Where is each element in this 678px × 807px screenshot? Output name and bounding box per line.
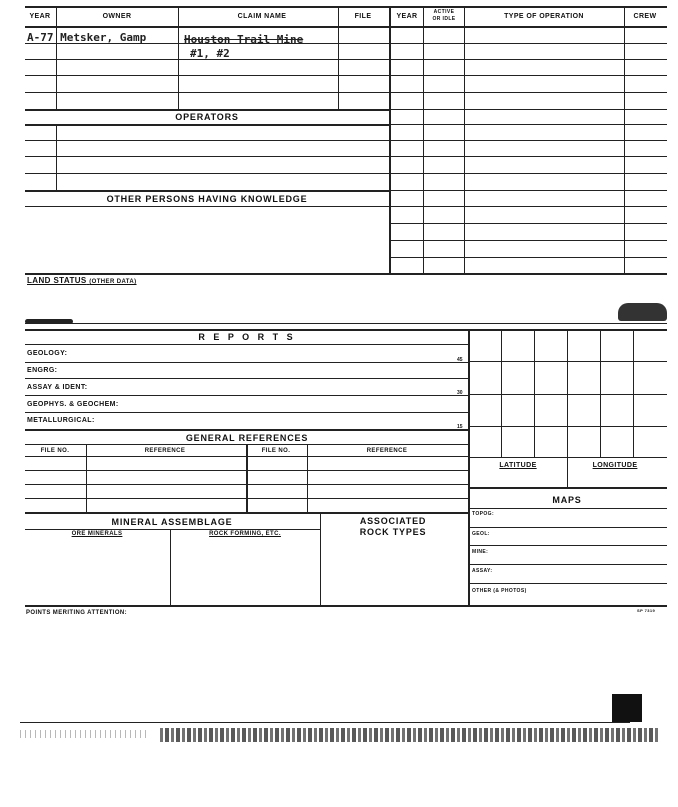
claim-col-divider	[338, 6, 339, 109]
ore-minerals-header: ORE MINERALS	[71, 531, 123, 537]
right-row-line	[389, 43, 667, 44]
points-meriting-attention-label: POINTS MERITING ATTENTION:	[26, 610, 128, 616]
mineral-title-border	[25, 529, 320, 530]
form-number: SP 7319	[637, 608, 656, 613]
claim-name-header: CLAIM NAME	[237, 13, 287, 20]
refs-col-divider	[86, 444, 87, 512]
reports-row-line	[25, 395, 468, 396]
owner-row-line	[25, 92, 389, 93]
refs-col-divider	[246, 444, 248, 512]
right-row-line	[389, 124, 667, 125]
scan-edge-line	[20, 722, 630, 723]
geology-label: GEOLOGY:	[27, 350, 68, 357]
year-header-2: YEAR	[396, 13, 418, 20]
longitude-label: LONGITUDE	[592, 462, 638, 469]
associated-rock-types-title-2: ROCK TYPES	[359, 527, 427, 537]
active-header-line2: OR IDLE	[432, 16, 456, 22]
other-photos-label: OTHER (& PHOTOS)	[472, 588, 527, 594]
upper-block-bottom-border	[25, 273, 667, 275]
grid-col-line	[501, 329, 502, 457]
refs-file-no-header-2: FILE NO.	[261, 448, 291, 454]
right-row-line	[389, 173, 667, 174]
maps-row-line	[468, 545, 667, 546]
land-status-line	[25, 323, 667, 324]
year-col-divider	[56, 6, 57, 109]
refs-row-line	[25, 498, 468, 499]
other-persons-top-border	[25, 190, 389, 192]
other-persons-title-border	[25, 206, 389, 207]
reports-top-border	[25, 329, 667, 331]
land-status-title: LAND STATUS (OTHER DATA)	[27, 276, 137, 285]
refs-row-line	[25, 470, 468, 471]
scan-smudge	[25, 319, 73, 324]
owner-header: OWNER	[102, 13, 132, 20]
mineral-assemblage-title: MINERAL ASSEMBLAGE	[111, 517, 233, 527]
maps-title: MAPS	[552, 495, 582, 505]
operators-top-border	[25, 109, 389, 111]
operators-row-line	[25, 156, 389, 157]
metallurgical-label: METALLURGICAL:	[27, 417, 95, 424]
grid-col-line	[633, 329, 634, 457]
rock-types-divider	[320, 512, 321, 605]
geol-label: GEOL:	[472, 531, 490, 537]
claim-entry-line2: #1, #2	[190, 47, 230, 60]
grid-number-15: 15	[457, 424, 463, 430]
reports-row-line	[25, 362, 468, 363]
reports-title: R E P O R T S	[198, 332, 296, 342]
operators-title: OPERATORS	[175, 112, 239, 122]
right-row-line	[389, 206, 667, 207]
grid-number-30: 30	[457, 390, 463, 396]
grid-number-45: 45	[457, 357, 463, 363]
other-persons-title: OTHER PERSONS HAVING KNOWLEDGE	[106, 194, 308, 204]
reports-row-line	[25, 378, 468, 379]
general-references-title: GENERAL REFERENCES	[185, 433, 309, 443]
operators-col-divider	[56, 124, 57, 190]
owner-col-divider	[178, 6, 179, 109]
right-row-line	[389, 240, 667, 241]
bottom-block-border	[25, 605, 667, 607]
refs-col-divider	[307, 444, 308, 512]
grid-row-line	[468, 394, 667, 395]
grid-row-line	[468, 426, 667, 427]
crew-header: CREW	[633, 13, 657, 20]
header-bottom-border	[25, 26, 667, 28]
maps-row-line	[468, 564, 667, 565]
right-row-line	[389, 257, 667, 258]
owner-row-line	[25, 75, 389, 76]
maps-row-line	[468, 583, 667, 584]
reports-row-line	[25, 412, 468, 413]
active-header-line1: ACTIVE	[433, 9, 455, 15]
grid-col-line	[534, 329, 535, 457]
right-row-line	[389, 190, 667, 191]
general-refs-top-border	[25, 429, 468, 431]
right-row-line	[389, 156, 667, 157]
scan-noise-band	[160, 728, 660, 742]
operators-row-line	[25, 173, 389, 174]
grid-row-line	[468, 457, 667, 458]
right-row-line	[389, 59, 667, 60]
geophys-label: GEOPHYS. & GEOCHEM:	[27, 401, 119, 408]
year-header: YEAR	[29, 13, 51, 20]
reports-title-border	[25, 344, 468, 345]
scan-dark-block	[612, 694, 642, 722]
operators-row-line	[25, 140, 389, 141]
scan-noise-band	[20, 730, 150, 738]
refs-file-no-header: FILE NO.	[40, 448, 70, 454]
assay-label: ASSAY & IDENT:	[27, 384, 88, 391]
refs-row-line	[25, 484, 468, 485]
maps-title-border	[468, 508, 667, 509]
maps-row-line	[468, 527, 667, 528]
right-row-line	[389, 75, 667, 76]
maps-top-border	[468, 487, 667, 489]
associated-rock-types-title-1: ASSOCIATED	[359, 516, 427, 526]
scan-smudge	[618, 303, 667, 321]
mineral-col-divider	[170, 529, 171, 605]
right-row-line	[389, 92, 667, 93]
grid-row-line	[468, 361, 667, 362]
operators-title-border	[25, 124, 389, 126]
mine-label: MINE:	[472, 549, 489, 555]
rock-forming-header: ROCK FORMING, ETC.	[209, 531, 281, 537]
type-of-operation-header: TYPE OF OPERATION	[504, 13, 584, 20]
right-row-line	[389, 109, 667, 110]
assay-map-label: ASSAY:	[472, 568, 493, 574]
grid-col-line	[567, 329, 568, 487]
grid-col-line	[600, 329, 601, 457]
topog-label: TOPOG:	[472, 511, 495, 517]
right-row-line	[389, 140, 667, 141]
engrg-label: ENGRG:	[27, 367, 58, 374]
right-row-line	[389, 223, 667, 224]
claim-entry-line1: Houston Trail Mine	[184, 33, 304, 46]
refs-reference-header-2: REFERENCE	[366, 448, 408, 454]
owner-entry: A-77 Metsker, Gamp	[27, 31, 147, 44]
latitude-label: LATITUDE	[499, 462, 537, 469]
mineral-top-border	[25, 512, 468, 514]
refs-reference-header: REFERENCE	[144, 448, 186, 454]
top-border	[25, 6, 667, 8]
file-header: FILE	[354, 13, 372, 20]
